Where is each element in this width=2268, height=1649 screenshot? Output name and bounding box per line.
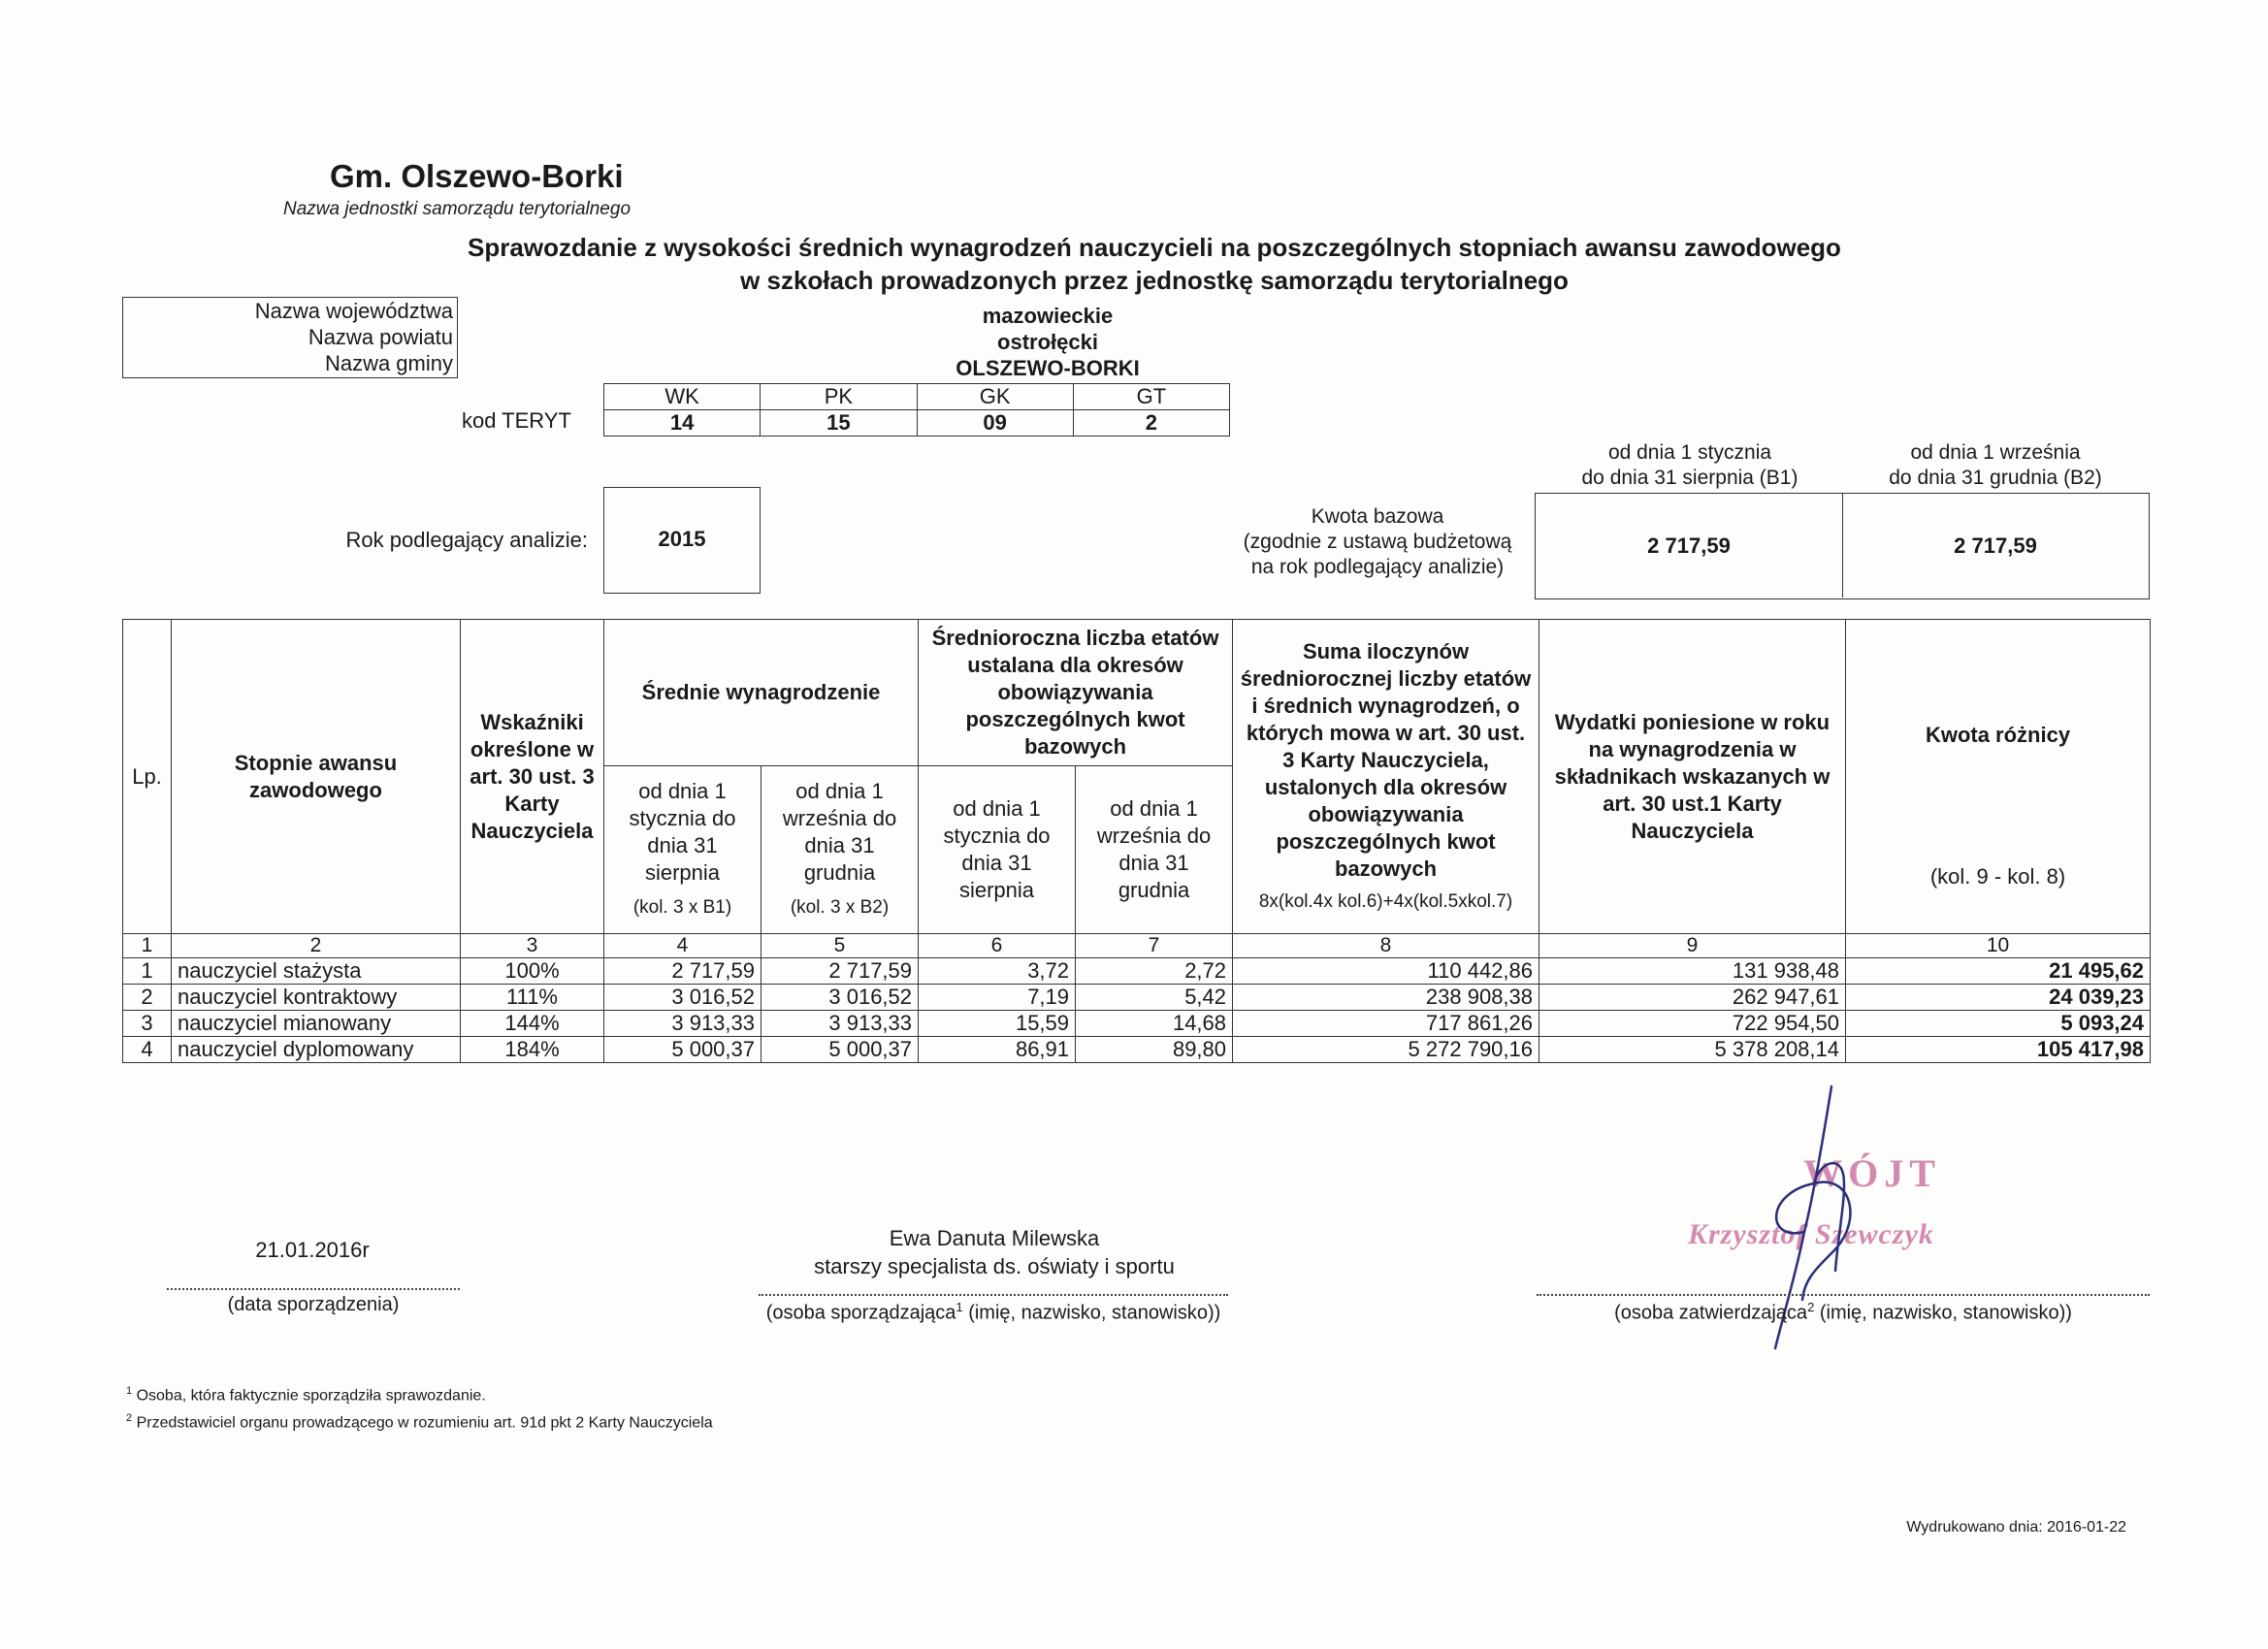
cell-etaty-b: 14,68 [1076, 1011, 1233, 1037]
header-srednie-b [761, 766, 919, 934]
col-number: 6 [919, 934, 1076, 958]
cell-lp: 4 [123, 1037, 172, 1063]
cell-wskaznik: 144% [461, 1011, 604, 1037]
footnote-1 [126, 1385, 486, 1405]
cell-roznica: 105 417,98 [1846, 1037, 2151, 1063]
preparer-caption [759, 1300, 1228, 1325]
cell-roznica: 21 495,62 [1846, 958, 2151, 985]
header-srednie-b-note: (kol. 3 x B2) [790, 897, 890, 918]
printed-date: Wydrukowano dnia: 2016-01-22 [1906, 1519, 2126, 1536]
col-number: 7 [1076, 934, 1233, 958]
cell-wydatki: 262 947,61 [1539, 985, 1846, 1011]
table-row [123, 1037, 2151, 1063]
cell-srednie-a: 3 016,52 [604, 985, 761, 1011]
approver-stamp-name: Krzysztof Szewczyk [1688, 1218, 1934, 1250]
preparer-caption-a: (osoba sporządzająca [765, 1302, 956, 1324]
cell-etaty-b: 2,72 [1076, 958, 1233, 985]
col-number: 3 [461, 934, 604, 958]
header-stopnie: Stopnie awansu zawodowego [172, 620, 461, 934]
col-number: 10 [1846, 934, 2151, 958]
cell-wskaznik: 184% [461, 1037, 604, 1063]
cell-wydatki: 5 378 208,14 [1539, 1037, 1846, 1063]
region-values [854, 303, 1242, 381]
cell-lp: 3 [123, 1011, 172, 1037]
teryt-header-wk: WK [604, 384, 761, 410]
cell-etaty-a: 7,19 [919, 985, 1076, 1011]
region-labels-box [122, 297, 458, 378]
header-suma [1233, 620, 1539, 934]
teryt-code-gt: 2 [1073, 410, 1229, 436]
table-row [123, 958, 2151, 985]
approver-stamp-title: WÓJT [1803, 1151, 1941, 1195]
value-gmina: OLSZEWO-BORKI [956, 356, 1140, 380]
label-powiat: Nazwa powiatu [308, 325, 453, 349]
footnote-2-mark: 2 [126, 1412, 133, 1424]
cell-suma: 238 908,38 [1233, 985, 1539, 1011]
cell-srednie-b: 3 016,52 [761, 985, 919, 1011]
base-values-box [1535, 493, 2150, 599]
header-wydatki: Wydatki poniesione w roku na wynagrodzenia w składnikach wskazanych w art. 30 ust.1 Karty Nauczyciela [1539, 620, 1846, 934]
cell-etaty-b: 89,80 [1076, 1037, 1233, 1063]
b1-header-line1: od dnia 1 stycznia [1607, 441, 1772, 464]
b2-header-line1: od dnia 1 września [1910, 441, 2081, 464]
preparer-caption-sup: 1 [956, 1300, 963, 1314]
unit-caption: Nazwa jednostki samorządu terytorialnego [283, 199, 632, 219]
cell-wydatki: 131 938,48 [1539, 958, 1846, 985]
header-wskazniki: Wskaźniki określone w art. 30 ust. 3 Karty Nauczyciela [461, 620, 604, 934]
header-etaty: Średnioroczna liczba etatów ustalana dla okresów obowiązywania poszczególnych kwot bazowych [919, 620, 1233, 766]
cell-srednie-a: 2 717,59 [604, 958, 761, 985]
col-number: 5 [761, 934, 919, 958]
teryt-code-pk: 15 [761, 410, 917, 436]
base-label-line1: Kwota bazowa [1311, 505, 1444, 528]
b1-header-line2: do dnia 31 sierpnia (B1) [1581, 467, 1798, 489]
header-srednie: Średnie wynagrodzenie [604, 620, 919, 766]
cell-stopien: nauczyciel kontraktowy [172, 985, 461, 1011]
cell-srednie-b: 3 913,33 [761, 1011, 919, 1037]
header-roznica [1846, 620, 2151, 934]
col-number: 8 [1233, 934, 1539, 958]
footnote-2 [126, 1412, 713, 1432]
cell-srednie-a: 5 000,37 [604, 1037, 761, 1063]
cell-lp: 1 [123, 958, 172, 985]
approver-dotted-line [1537, 1294, 2150, 1296]
teryt-label: kod TERYT [462, 408, 571, 433]
teryt-code-wk: 14 [604, 410, 761, 436]
header-suma-text: Suma iloczynów średniorocznej liczby etatów i średnich wynagrodzeń, o których mowa w art. 30 ust. 3 Karty Nauczyciela, ustalonych dla okresów obowiązywania poszczególnych kwot bazowych [1240, 638, 1532, 881]
header-srednie-a [604, 766, 761, 934]
teryt-code-gk: 09 [917, 410, 1073, 436]
base-label [1224, 504, 1531, 580]
header-suma-note: 8x(kol.4x kol.6)+4x(kol.5xkol.7) [1258, 890, 1513, 912]
footnote-2-text: Przedstawiciel organu prowadzącego w rozumieniu art. 91d pkt 2 Karty Nauczyciela [132, 1414, 713, 1432]
cell-wskaznik: 111% [461, 985, 604, 1011]
col-number: 4 [604, 934, 761, 958]
teryt-header-pk: PK [761, 384, 917, 410]
cell-etaty-a: 15,59 [919, 1011, 1076, 1037]
header-srednie-b-text: od dnia 1 września do dnia 31 grudnia [782, 779, 897, 885]
preparer-name: Ewa Danuta Milewska [889, 1226, 1100, 1250]
cell-suma: 5 272 790,16 [1233, 1037, 1539, 1063]
teryt-table [603, 383, 1230, 436]
footnote-1-mark: 1 [126, 1385, 133, 1397]
teryt-header-gt: GT [1073, 384, 1229, 410]
value-powiat: ostrołęcki [997, 330, 1098, 354]
b2-header [1841, 440, 2150, 491]
cell-wskaznik: 100% [461, 958, 604, 985]
base-label-line2: (zgodnie z ustawą budżetową [1243, 531, 1512, 553]
cell-wydatki: 722 954,50 [1539, 1011, 1846, 1037]
cell-roznica: 24 039,23 [1846, 985, 2151, 1011]
salary-table [122, 619, 2151, 1063]
header-etaty-b: od dnia 1 września do dnia 31 grudnia [1076, 766, 1233, 934]
date-dotted-line [167, 1288, 460, 1290]
label-gmina: Nazwa gminy [324, 351, 453, 375]
cell-etaty-a: 3,72 [919, 958, 1076, 985]
cell-etaty-a: 86,91 [919, 1037, 1076, 1063]
base-label-line3: na rok podlegający analizie) [1250, 556, 1505, 578]
label-wojewodztwo: Nazwa województwa [254, 299, 453, 323]
approver-caption-b: (imię, nazwisko, stanowisko)) [1814, 1302, 2072, 1324]
header-roznica-note: (kol. 9 - kol. 8) [1929, 863, 2066, 889]
footnote-1-text: Osoba, która faktycznie sporządziła sprawozdanie. [132, 1387, 486, 1405]
preparer-role: starszy specjalista ds. oświaty i sportu [814, 1254, 1175, 1278]
header-lp: Lp. [123, 620, 172, 934]
approver-caption-sup: 2 [1807, 1300, 1815, 1314]
cell-srednie-a: 3 913,33 [604, 1011, 761, 1037]
table-row [123, 1011, 2151, 1037]
col-number: 1 [123, 934, 172, 958]
approver-caption [1537, 1300, 2150, 1325]
date-caption: (data sporządzenia) [227, 1294, 400, 1315]
cell-suma: 110 442,86 [1233, 958, 1539, 985]
year-label: Rok podlegający analizie: [345, 528, 588, 552]
cell-stopien: nauczyciel dyplomowany [172, 1037, 461, 1063]
header-roznica-text: Kwota różnicy [1925, 722, 2071, 747]
report-title-line1: Sprawozdanie z wysokości średnich wynagrodzeń nauczycieli na poszczególnych stopniach awansu zawodowego [468, 233, 1841, 262]
table-row [123, 985, 2151, 1011]
cell-srednie-b: 5 000,37 [761, 1037, 919, 1063]
col-number: 9 [1539, 934, 1846, 958]
cell-stopien: nauczyciel mianowany [172, 1011, 461, 1037]
preparer-caption-b: (imię, nazwisko, stanowisko)) [962, 1302, 1221, 1324]
year-value: 2015 [603, 487, 761, 594]
date-value: 21.01.2016r [255, 1238, 370, 1262]
cell-etaty-b: 5,42 [1076, 985, 1233, 1011]
col-number: 2 [172, 934, 461, 958]
value-wojewodztwo: mazowieckie [982, 304, 1114, 328]
header-srednie-a-text: od dnia 1 stycznia do dnia 31 sierpnia [629, 779, 736, 885]
teryt-header-gk: GK [917, 384, 1073, 410]
unit-name: Gm. Olszewo-Borki [330, 158, 624, 194]
b1-header [1535, 440, 1845, 491]
report-title-line2: w szkołach prowadzonych przez jednostkę samorządu terytorialnego [740, 266, 1569, 295]
b2-value: 2 717,59 [1954, 534, 2037, 558]
cell-roznica: 5 093,24 [1846, 1011, 2151, 1037]
cell-suma: 717 861,26 [1233, 1011, 1539, 1037]
preparer-dotted-line [759, 1294, 1228, 1296]
cell-lp: 2 [123, 985, 172, 1011]
header-srednie-a-note: (kol. 3 x B1) [632, 897, 732, 918]
b1-value: 2 717,59 [1536, 494, 1843, 598]
b2-header-line2: do dnia 31 grudnia (B2) [1889, 467, 2102, 489]
cell-stopien: nauczyciel stażysta [172, 958, 461, 985]
header-etaty-a: od dnia 1 stycznia do dnia 31 sierpnia [919, 766, 1076, 934]
cell-srednie-b: 2 717,59 [761, 958, 919, 985]
approver-caption-a: (osoba zatwierdzająca [1614, 1302, 1808, 1324]
